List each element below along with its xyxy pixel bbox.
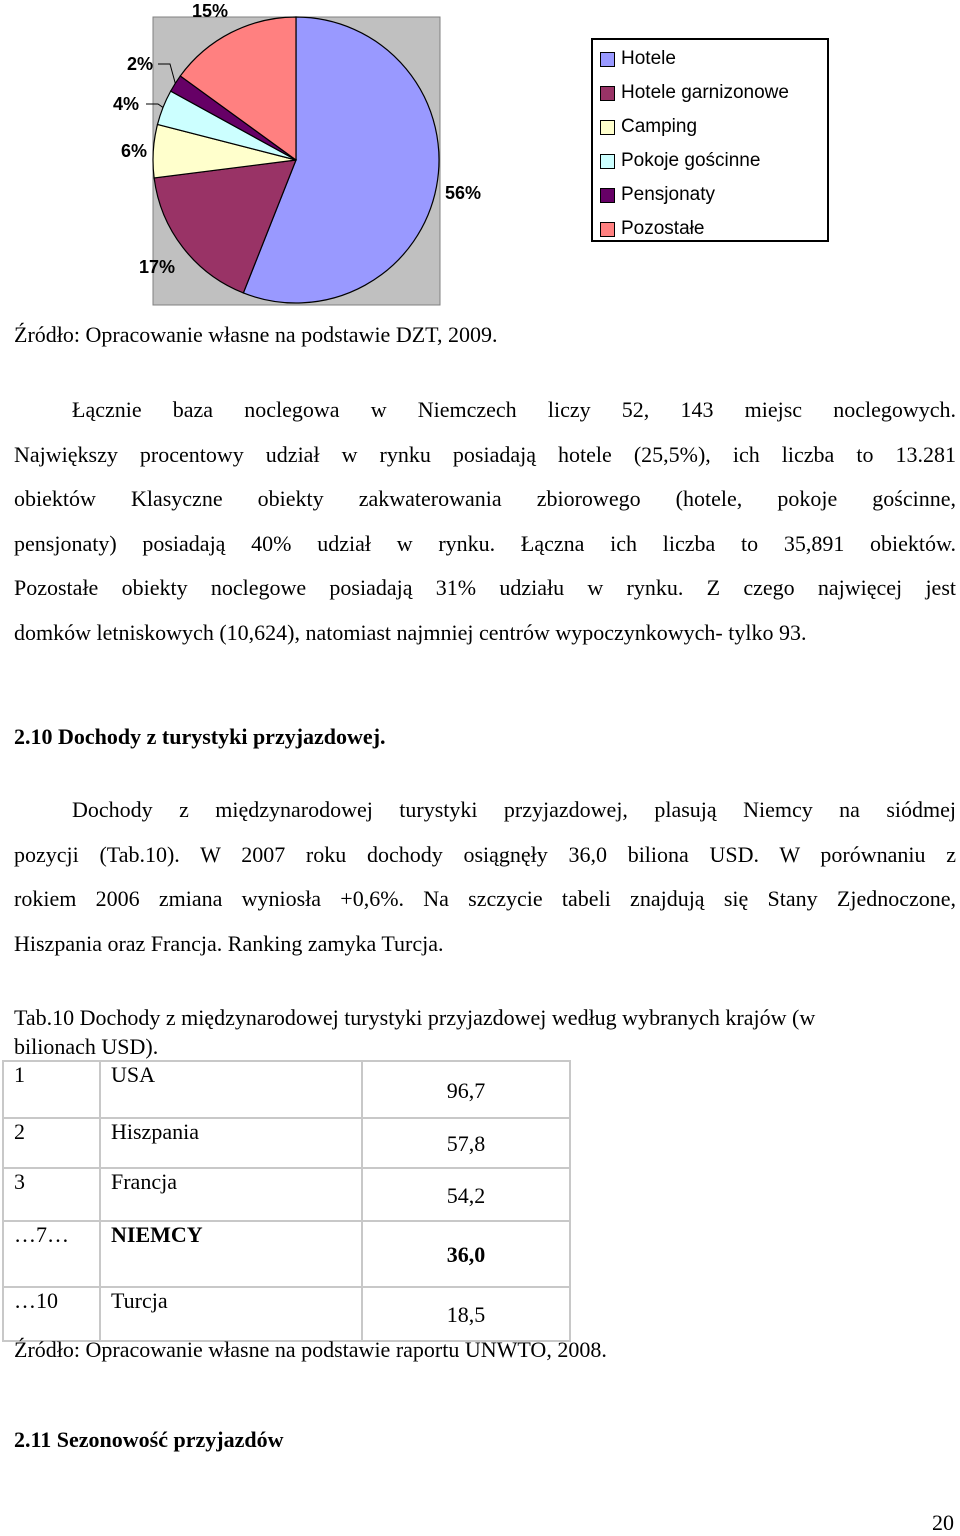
legend-label: Camping [621, 116, 698, 137]
paragraph-line: Największy procentowy udział w rynku posiadają hotele (25,5%), ich liczba to 13.281 [14, 441, 956, 467]
slice-label-hotele-garnizonowe: 17% [139, 257, 176, 277]
paragraph-line: Hiszpania oraz Francja. Ranking zamyka Turcja. [14, 930, 444, 956]
legend-swatch [600, 86, 615, 101]
paragraph-line: domków letniskowych (10,624), natomiast najmniej centrów wypoczynkowych- tylko 93. [14, 619, 807, 645]
slice-label-camping: 6% [121, 141, 148, 161]
country-cell: NIEMCY [100, 1221, 362, 1287]
legend-label: Pozostałe [621, 218, 705, 239]
legend-swatch [600, 222, 615, 237]
table-row [3, 1061, 570, 1118]
legend-item-hotele [600, 47, 676, 71]
value-text: 96,7 [446, 1078, 486, 1103]
paragraph-accommodation [14, 388, 956, 656]
legend-label: Pensjonaty [621, 184, 716, 205]
paragraph-income [14, 788, 956, 966]
value-text: 54,2 [446, 1183, 486, 1208]
rank-cell: 1 [3, 1061, 100, 1118]
slice-label-pozostale: 15% [192, 1, 229, 21]
value-cell [362, 1118, 570, 1168]
paragraph-line: Pozostałe obiekty noclegowe posiadają 31% udziału w rynku. Z czego najwięcej jest [14, 575, 956, 601]
value-text: 36,0 [446, 1242, 486, 1267]
value-cell [362, 1221, 570, 1287]
legend-label: Hotele garnizonowe [621, 82, 789, 103]
paragraph-line: Łącznie baza noclegowa w Niemczech liczy 52, 143 miejsc noclegowych. [72, 397, 956, 422]
legend-item-pokoje-goscinne [600, 149, 760, 173]
paragraph-line: Dochody z międzynarodowej turystyki przyjazdowej, plasują Niemcy na siódmej [72, 797, 956, 822]
legend-item-hotele-garnizonowe [600, 81, 789, 105]
table-caption-line: bilionach USD). [14, 1034, 159, 1059]
value-cell [362, 1287, 570, 1341]
legend-item-pozostale [600, 217, 704, 241]
legend-item-camping [600, 115, 697, 139]
value-cell [362, 1168, 570, 1221]
slice-label-pokoje-goscinne: 4% [113, 94, 140, 114]
rank-cell: …10 [3, 1287, 100, 1341]
table-row [3, 1118, 570, 1168]
country-cell: Hiszpania [100, 1118, 362, 1168]
legend-label: Pokoje gościnne [621, 150, 761, 171]
table-row [3, 1287, 570, 1341]
paragraph-line: pensjonaty) posiadają 40% udział w rynku. Łączna ich liczba to 35,891 obiektów. [14, 530, 956, 556]
table-row [3, 1168, 570, 1221]
country-cell: Francja [100, 1168, 362, 1221]
legend-item-pensjonaty [600, 183, 715, 207]
value-text: 57,8 [446, 1131, 486, 1156]
chart-source: Źródło: Opracowanie własne na podstawie DZT, 2009. [14, 322, 498, 347]
value-cell [362, 1061, 570, 1118]
legend-label: Hotele [621, 48, 676, 69]
legend-swatch [600, 154, 615, 169]
chart-legend [591, 38, 829, 242]
paragraph-line: rokiem 2006 zmiana wyniosła +0,6%. Na szczycie tabeli znajdują się Stany Zjednoczone, [14, 886, 956, 912]
country-cell: Turcja [100, 1287, 362, 1341]
section-heading-2-11: 2.11 Sezonowość przyjazdów [14, 1427, 284, 1452]
table-caption-line: Tab.10 Dochody z międzynarodowej turystyki przyjazdowej według wybranych krajów (w [14, 1005, 816, 1030]
legend-swatch [600, 52, 615, 67]
section-heading-2-10: 2.10 Dochody z turystyki przyjazdowej. [14, 724, 386, 749]
paragraph-line: pozycji (Tab.10). W 2007 roku dochody osiągnęły 36,0 biliona USD. W porównaniu z [14, 841, 956, 867]
legend-swatch [600, 188, 615, 203]
table-row [3, 1221, 570, 1287]
value-text: 18,5 [446, 1302, 486, 1327]
legend-swatch [600, 120, 615, 135]
income-ranking-table [2, 1060, 571, 1342]
slice-label-pensjonaty: 2% [127, 54, 154, 74]
page-number: 20 [932, 1510, 954, 1535]
rank-cell: 2 [3, 1118, 100, 1168]
slice-label-hotele: 56% [445, 183, 482, 203]
rank-cell: …7… [3, 1221, 100, 1287]
paragraph-line: obiektów Klasyczne obiekty zakwaterowania zbiorowego (hotele, pokoje gościnne, [14, 486, 956, 512]
country-cell: USA [100, 1061, 362, 1118]
table-source: Źródło: Opracowanie własne na podstawie raportu UNWTO, 2008. [14, 1337, 607, 1362]
rank-cell: 3 [3, 1168, 100, 1221]
